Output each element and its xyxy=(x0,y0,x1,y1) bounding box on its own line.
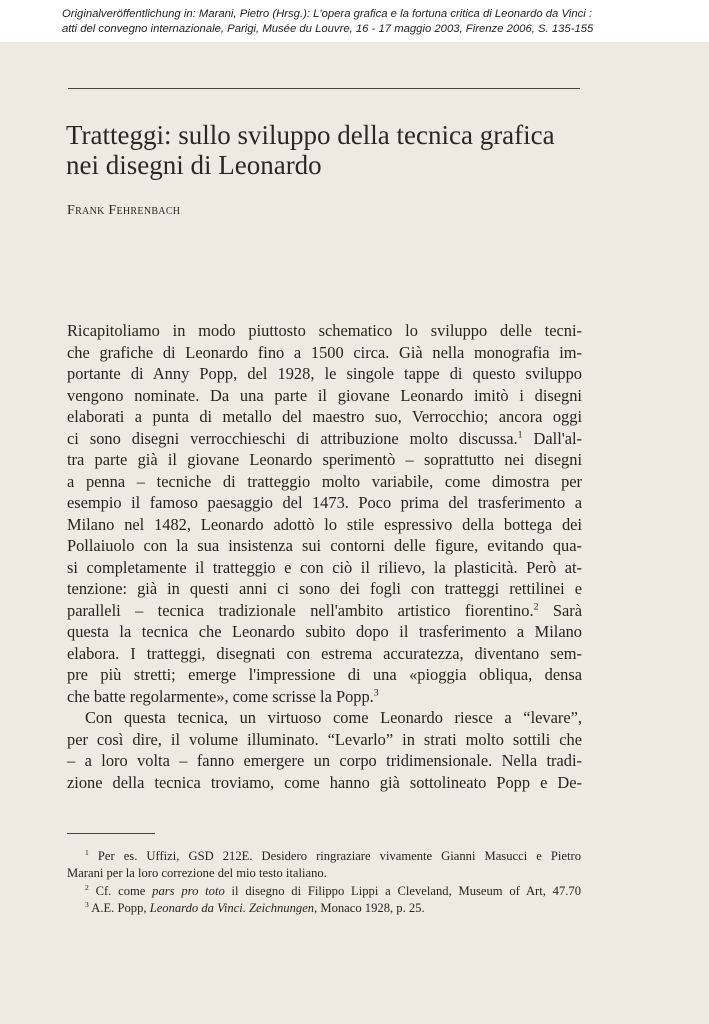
body-line: tra parte già il giovane Leonardo sperimentò – soprattutto nei disegni xyxy=(67,450,582,469)
footnote-1-cont: Marani per la loro correzione del mio testo italiano. xyxy=(67,866,327,881)
body-line-tail: Sarà xyxy=(538,600,582,620)
footnote-mark: 1 xyxy=(85,847,89,857)
body-line: Con questa tecnica, un virtuoso come Leonardo riesce a “levare”, xyxy=(85,708,582,727)
citation-text xyxy=(62,7,702,37)
body-line: tenzione: già in questi anni ci sono dei fogli con tratteggi rettilinei e xyxy=(67,579,582,598)
footnote-text: il disegno di Filippo Lippi a Cleveland, Museum of Art, 47.70 xyxy=(224,883,582,898)
body-line: portante di Anny Popp, del 1928, le singole tappe di questo sviluppo xyxy=(67,364,582,383)
body-line-text: che batte regolarmente», come scrisse la Popp. xyxy=(67,686,374,706)
citation-header xyxy=(0,0,709,42)
body-line: che grafiche di Leonardo fino a 1500 circa. Già nella monografia im- xyxy=(67,342,582,362)
body-line xyxy=(67,600,582,622)
footnote-ref-2: 2 xyxy=(533,601,539,613)
body-line: pre più stretti; emerge l'impressione di una «pioggia obliqua, densa xyxy=(67,665,582,684)
body-line: elaborati a punta di metallo del maestro suo, Verrocchio; ancora oggi xyxy=(67,407,582,426)
title-line-2: nei disegni di Leonardo xyxy=(66,150,322,180)
footnote-mark: 2 xyxy=(85,882,89,892)
footnote-2 xyxy=(67,883,581,900)
citation-line-2: atti del convegno internazionale, Parigi, Musée du Louvre, 16 - 17 maggio 2003, Firenze 2006, S. 135-155 xyxy=(62,23,594,35)
body-line: Ricapitoliamo in modo piuttosto schematico lo sviluppo delle tecni- xyxy=(67,321,582,340)
footnote-italic: Leonardo da Vinci. Zeichnungen xyxy=(149,901,315,916)
body-line: Pollaiuolo con la sua insistenza sui contorni delle figure, evitando qua- xyxy=(67,536,582,555)
footnote-mark: 3 xyxy=(85,900,89,910)
body-line: questa la tecnica che Leonardo subito dopo il trasferimento a Milano xyxy=(67,622,582,641)
body-line xyxy=(67,428,582,450)
citation-line-1: Originalveröffentlichung in: Marani, Pietro (Hrsg.): L'opera grafica e la fortuna critica di Leonardo da Vinci : xyxy=(62,8,593,20)
footnote-italic: pars pro toto xyxy=(152,883,225,898)
body-line: si completamente il tratteggio e con ciò il rilievo, la plasticità. Però at- xyxy=(67,557,582,577)
footnote-ref-3: 3 xyxy=(373,687,379,699)
body-line-text: ci sono disegni verrocchieschi di attribuzione molto discussa. xyxy=(67,428,518,448)
body-line: zione della tecnica troviamo, come hanno già sottolineato Popp e De- xyxy=(67,772,582,792)
footnote-text: , Monaco 1928, p. 25. xyxy=(314,901,425,916)
footnote-ref-1: 1 xyxy=(517,429,523,441)
author-name: Frank Fehrenbach xyxy=(67,203,181,218)
body-line-text: paralleli – tecnica tradizionale nell'ambito artistico fiorentino. xyxy=(67,600,534,620)
footnote-text: Cf. come xyxy=(95,883,153,898)
body-line xyxy=(67,686,582,708)
body-line: per così dire, il volume illuminato. “Levarlo” in strati molto sottili che xyxy=(67,729,582,749)
body-line: – a loro volta – fanno emergere un corpo tridimensionale. Nella tradi- xyxy=(67,751,582,770)
body-text xyxy=(67,320,582,793)
footnote-3 xyxy=(67,900,581,917)
body-line: a penna – tecniche di tratteggio molto variabile, come dimostra per xyxy=(67,471,582,491)
body-line: Milano nel 1482, Leonardo adottò lo stile espressivo della bottega dei xyxy=(67,514,582,534)
body-line: vengono nominate. Da una parte il giovane Leonardo imitò i disegni xyxy=(67,385,582,405)
running-head-rule xyxy=(68,88,580,89)
footnote-text: A.E. Popp, xyxy=(91,901,150,916)
footnote-text: Per es. Uffizi, GSD 212E. Desidero ringraziare vivamente Gianni Masucci e Pietro xyxy=(97,849,581,863)
body-line: elabora. I tratteggi, disegnati con estrema accuratezza, diventano sem- xyxy=(67,643,582,663)
title-line-1: Tratteggi: sullo sviluppo della tecnica grafica xyxy=(66,120,555,150)
footnotes xyxy=(67,848,581,918)
body-line: esempio il famoso paesaggio del 1473. Poco prima del trasferimento a xyxy=(67,493,582,512)
footnote-1 xyxy=(67,848,581,865)
article-title xyxy=(66,120,596,180)
body-line-tail: Dall'al- xyxy=(522,428,582,448)
footnote-rule xyxy=(67,833,155,834)
